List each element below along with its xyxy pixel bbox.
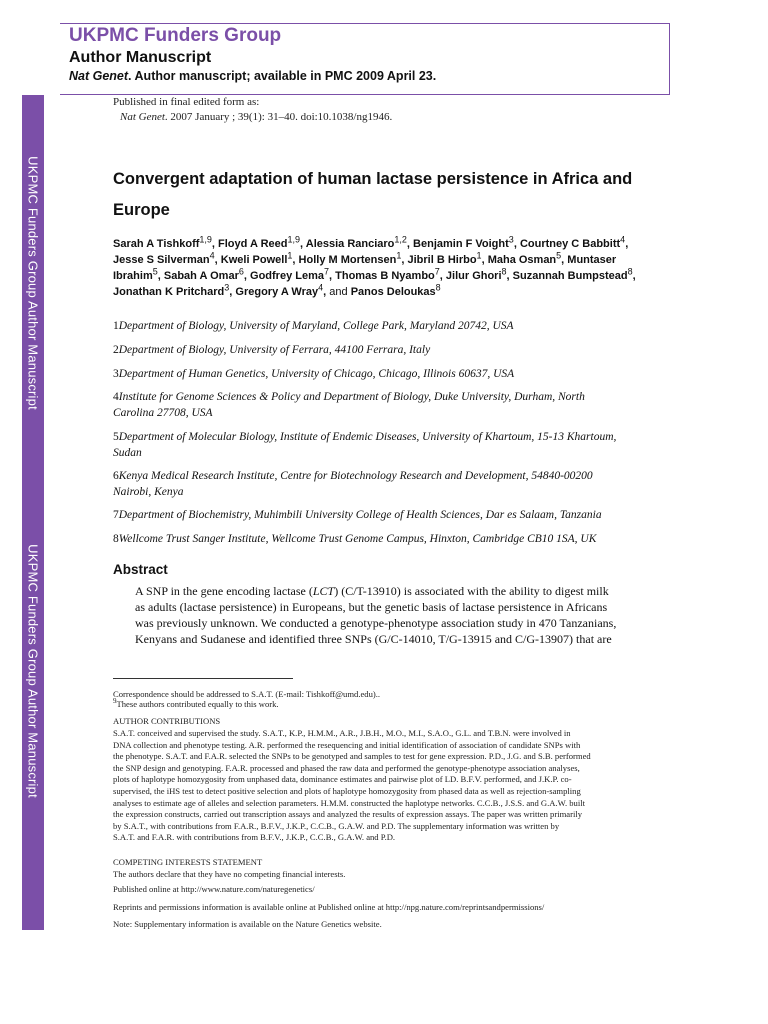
authors-and: and [329, 286, 348, 298]
author-list: Sarah A Tishkoff$^{1,9}$, Floyd A Reed$^{1,9}$, Alessia Ranciaro$^{1,2}$, Benjamin F Voight$^3$, Courtney C Babbitt$^4$, Jesse S Silverman$^4$, Kweli Powell$^1$, Holly M Mortensen$^1$, Jibril B Hirbo$^1$, Maha Osman$^5$, Muntaser Ibrahim$^5$, Sabah A Omar$^6$, Godfrey Lema$^7$, Thomas B Nyambo$^7$, Jilur Ghori$^8$, Suzannah Bumpstead$^8$, Jonathan K Pritchard$^3$, Gregory A Wray$^4$, and Panos Deloukas$^8$ [113, 234, 636, 298]
abstract-heading: Abstract [113, 562, 168, 577]
published-final-form [113, 95, 392, 125]
author: Sabah A Omar$^6$ [163, 266, 244, 282]
author: Godfrey Lema$^7$ [250, 266, 329, 282]
equal-contribution-note: $^9$These authors contributed equally to this work. [113, 697, 279, 709]
affiliation: 8Wellcome Trust Sanger Institute, Wellcome Trust Genome Campus, Hinxton, Cambridge CB10 1SA, UK [113, 533, 597, 545]
contributions-text: S.A.T. conceived and supervised the study. S.A.T., K.P., H.M.M., A.R., J.B.H., M.O., M.I., S.A.O., G.L. and T.B.N. were involved in DNA collection and phenotype testing. A.R. performed the resequencing and initial identification of association of candidate SNPs with the phenotype. S.A.T. and F.A.R. selected the SNPs to be genotyped and samples to test for gene expression. P.D., J.G. and S.B. performed the SNP design and genotyping. F.A.R. processed and phased the raw data and performed the genotype-phenotype association analyses, plots of haplotype homozygosity from unphased data, dominance estimates and pairwise plot of LD. B.F.V. performed, and J.K.P. co- supervised, the iHS test to detect positive selection and plots of haplotype homozygosity from phased data as well as rejection-sampling analyses to estimate age of alleles and selection parameters. H.M.M. constructed the haplotype networks. C.C.B., J.S.S. and G.A.W. built the expression constructs, carried out transcription assays and analyzed the results of expression assays. The paper was written primarily by S.A.T., with contributions from F.A.R., B.F.V., J.K.P., C.C.B., G.A.W. and P.D. The supplementary information was written by S.A.T. and F.A.R. with contributions from B.F.V., J.K.P., C.C.B., G.A.W. and P.D. [113, 728, 591, 843]
affiliation: 4Institute for Genome Sciences & Policy and Department of Biology, Duke University, Durham, North Carolina 27708, USA [113, 391, 585, 419]
author: Floyd A Reed$^{1,9}$ [218, 234, 301, 250]
article-title: Convergent adaptation of human lactase persistence in Africa and Europe [113, 170, 633, 219]
correspondence-note: Correspondence should be addressed to S.A.T. (E-mail: Tishkoff@umd.edu).. [113, 689, 381, 699]
author-manuscript-title: Author Manuscript [69, 49, 212, 66]
abstract-line: A SNP in the gene encoding lactase (LCT) (C/T-13910) is associated with the ability to digest milk [135, 584, 609, 598]
contributions-heading: AUTHOR CONTRIBUTIONS [113, 716, 221, 726]
author: Gregory A Wray$^4$ [235, 282, 324, 298]
author: Panos Deloukas$^8$ [350, 282, 441, 298]
author: Thomas B Nyambo$^7$ [335, 266, 440, 282]
sidebar-label-bottom: UKPMC Funders Group Author Manuscript [25, 544, 41, 798]
author: Holly M Mortensen$^1$ [298, 250, 402, 266]
header-box [60, 23, 670, 95]
header-journal: Nat Genet [69, 69, 129, 83]
author: Alessia Ranciaro$^{1,2}$ [305, 234, 407, 250]
author: Courtney C Babbitt$^4$ [519, 234, 626, 250]
published-citation-details: . 2007 January ; 39(1): 31–40. doi:10.1038/ng1946. [164, 111, 393, 123]
author: Jonathan K Pritchard$^3$ [113, 282, 230, 298]
affiliation: 5Department of Molecular Biology, Institute of Endemic Diseases, University of Khartoum, 15-13 Khartoum, Sudan [113, 431, 617, 459]
published-online-note: Published online at http://www.nature.com/naturegenetics/ [113, 884, 315, 894]
author: Sarah A Tishkoff$^{1,9}$ [113, 234, 212, 250]
affiliation: 3Department of Human Genetics, University of Chicago, Chicago, Illinois 60637, USA [113, 368, 515, 380]
author: Kweli Powell$^1$ [220, 250, 293, 266]
affiliation: 7Department of Biochemistry, Muhimbili University College of Health Sciences, Dar es Salaam, Tanzania [113, 509, 602, 521]
author: Maha Osman$^5$ [487, 250, 562, 266]
author: Jilur Ghori$^8$ [445, 266, 507, 282]
footnote-divider [113, 678, 293, 679]
abstract-line: as adults (lactase persistence) in Europeans, but the genetic basis of lactase persistence in Africans [135, 600, 608, 614]
published-intro: Published in final edited form as: [113, 96, 260, 108]
published-citation [113, 110, 392, 125]
affiliation: 6Kenya Medical Research Institute, Centre for Biotechnology Research and Development, 54840-00200 Nairobi, Kenya [113, 470, 593, 498]
author: Suzannah Bumpstead$^8$ [512, 266, 633, 282]
header-citation [69, 69, 436, 83]
author: Jibril B Hirbo$^1$ [407, 250, 482, 266]
author: Muntaser Ibrahim$^5$ [113, 254, 617, 282]
competing-interests-heading: COMPETING INTERESTS STATEMENT [113, 857, 263, 867]
header-availability: . Author manuscript; available in PMC 2009 April 23. [128, 69, 437, 83]
reprints-note: Reprints and permissions information is available online at Published online at http://npg.nature.com/reprintsandpermissions/ [113, 902, 545, 912]
abstract-line: Kenyans and Sudanese and identified three SNPs (G/C-14010, T/G-13915 and C/G-13907) that are [135, 632, 612, 646]
author: Jesse S Silverman$^4$ [113, 250, 215, 266]
supplementary-note: Note: Supplementary information is available on the Nature Genetics website. [113, 919, 382, 929]
affiliation: 1Department of Biology, University of Maryland, College Park, Maryland 20742, USA [113, 320, 514, 332]
sidebar-label-top: UKPMC Funders Group Author Manuscript [25, 156, 41, 410]
funders-group-title: UKPMC Funders Group [69, 25, 282, 46]
author: Benjamin F Voight$^3$ [413, 234, 514, 250]
published-journal: Nat Genet [120, 111, 165, 123]
competing-interests-text: The authors declare that they have no competing financial interests. [113, 869, 346, 879]
abstract-line: was previously unknown. We conducted a genotype-phenotype association study in 470 Tanzanians, [135, 616, 617, 630]
affiliation: 2Department of Biology, University of Ferrara, 44100 Ferrara, Italy [113, 344, 431, 356]
abstract-text [113, 583, 653, 647]
